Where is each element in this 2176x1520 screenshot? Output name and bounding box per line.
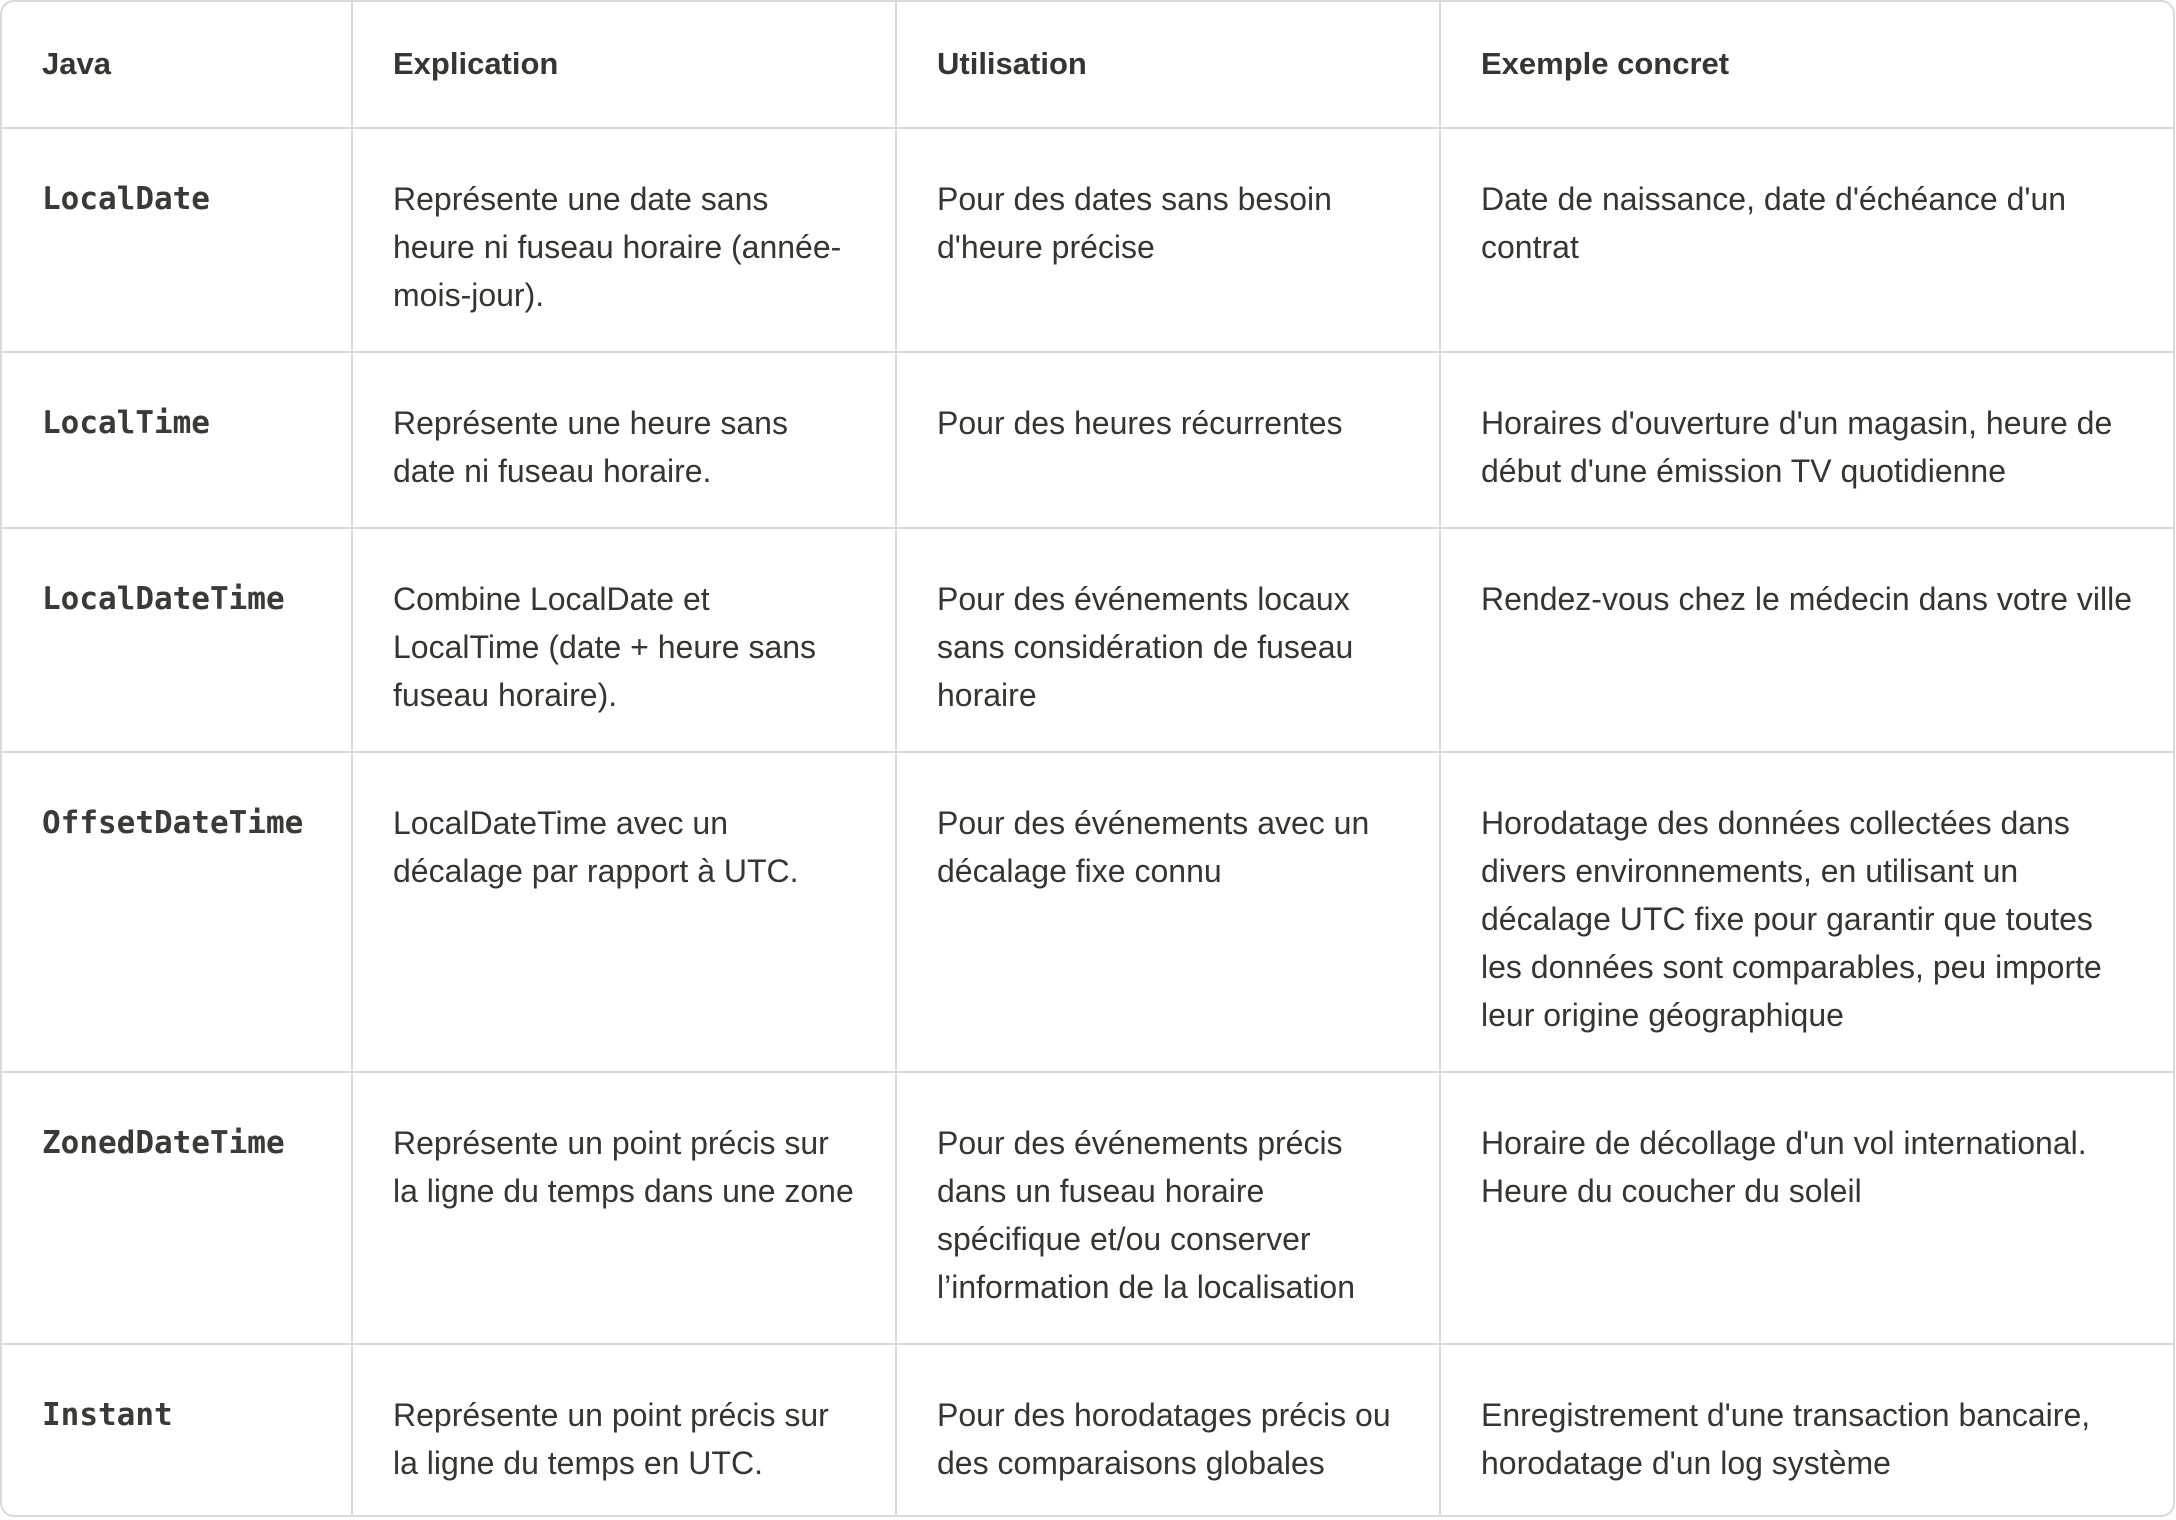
cell-utilisation: Pour des horodatages précis ou des comparaisons globales xyxy=(896,1344,1440,1515)
cell-explication: Combine LocalDate et LocalTime (date + heure sans fuseau horaire). xyxy=(352,528,896,752)
comparison-table xyxy=(2,2,2173,1515)
cell-exemple: Horaires d'ouverture d'un magasin, heure de début d'une émission TV quotidienne xyxy=(1440,352,2173,528)
cell-exemple: Enregistrement d'une transaction bancaire, horodatage d'un log système xyxy=(1481,1397,2091,1481)
cell-utilisation: Pour des heures récurrentes xyxy=(896,352,1440,528)
cell-explication: Représente une heure sans date ni fuseau horaire. xyxy=(352,352,896,528)
cell-utilisation: Pour des événements locaux sans considération de fuseau horaire xyxy=(896,528,1440,752)
cell-exemple: Rendez-vous chez le médecin dans votre ville xyxy=(1440,528,2173,752)
cell-explication: Représente un point précis sur la ligne du temps dans une zone xyxy=(352,1072,896,1344)
cell-exemple: Horodatage des données collectées dans divers environnements, en utilisant un décalage UTC fixe pour garantir que toutes les données sont comparables, peu importe leur origine géographique xyxy=(1440,752,2173,1072)
table-row xyxy=(2,752,2173,1072)
cell-java: OffsetDateTime xyxy=(2,752,352,1072)
header-java: Java xyxy=(2,2,352,128)
table-row xyxy=(2,352,2173,528)
cell-explication: LocalDateTime avec un décalage par rapport à UTC. xyxy=(352,752,896,1072)
cell-java: LocalDateTime xyxy=(2,528,352,752)
table-header-row xyxy=(2,2,2173,128)
cell-explication: Représente un point précis sur la ligne du temps en UTC. xyxy=(352,1344,896,1515)
table-row xyxy=(2,1344,2173,1515)
table-row xyxy=(2,128,2173,352)
cell-exemple: Horaire de décollage d'un vol international. Heure du coucher du soleil xyxy=(1440,1072,2173,1344)
header-explication: Explication xyxy=(352,2,896,128)
table-row xyxy=(2,528,2173,752)
cell-java: ZonedDateTime xyxy=(2,1072,352,1344)
header-utilisation: Utilisation xyxy=(896,2,1440,128)
cell-exemple: Date de naissance, date d'échéance d'un contrat xyxy=(1440,128,2173,352)
cell-utilisation: Pour des événements précis dans un fuseau horaire spécifique et/ou conserver l’information de la localisation xyxy=(896,1072,1440,1344)
cell-explication: Représente une date sans heure ni fuseau horaire (année-mois-jour). xyxy=(352,128,896,352)
cell-utilisation: Pour des dates sans besoin d'heure précise xyxy=(896,128,1440,352)
cell-java: LocalDate xyxy=(2,128,352,352)
table-row xyxy=(2,1072,2173,1344)
header-exemple-concret: Exemple concret xyxy=(1440,2,2173,128)
cell-java: Instant xyxy=(2,1344,352,1515)
cell-java: LocalTime xyxy=(2,352,352,528)
cell-utilisation: Pour des événements avec un décalage fixe connu xyxy=(896,752,1440,1072)
